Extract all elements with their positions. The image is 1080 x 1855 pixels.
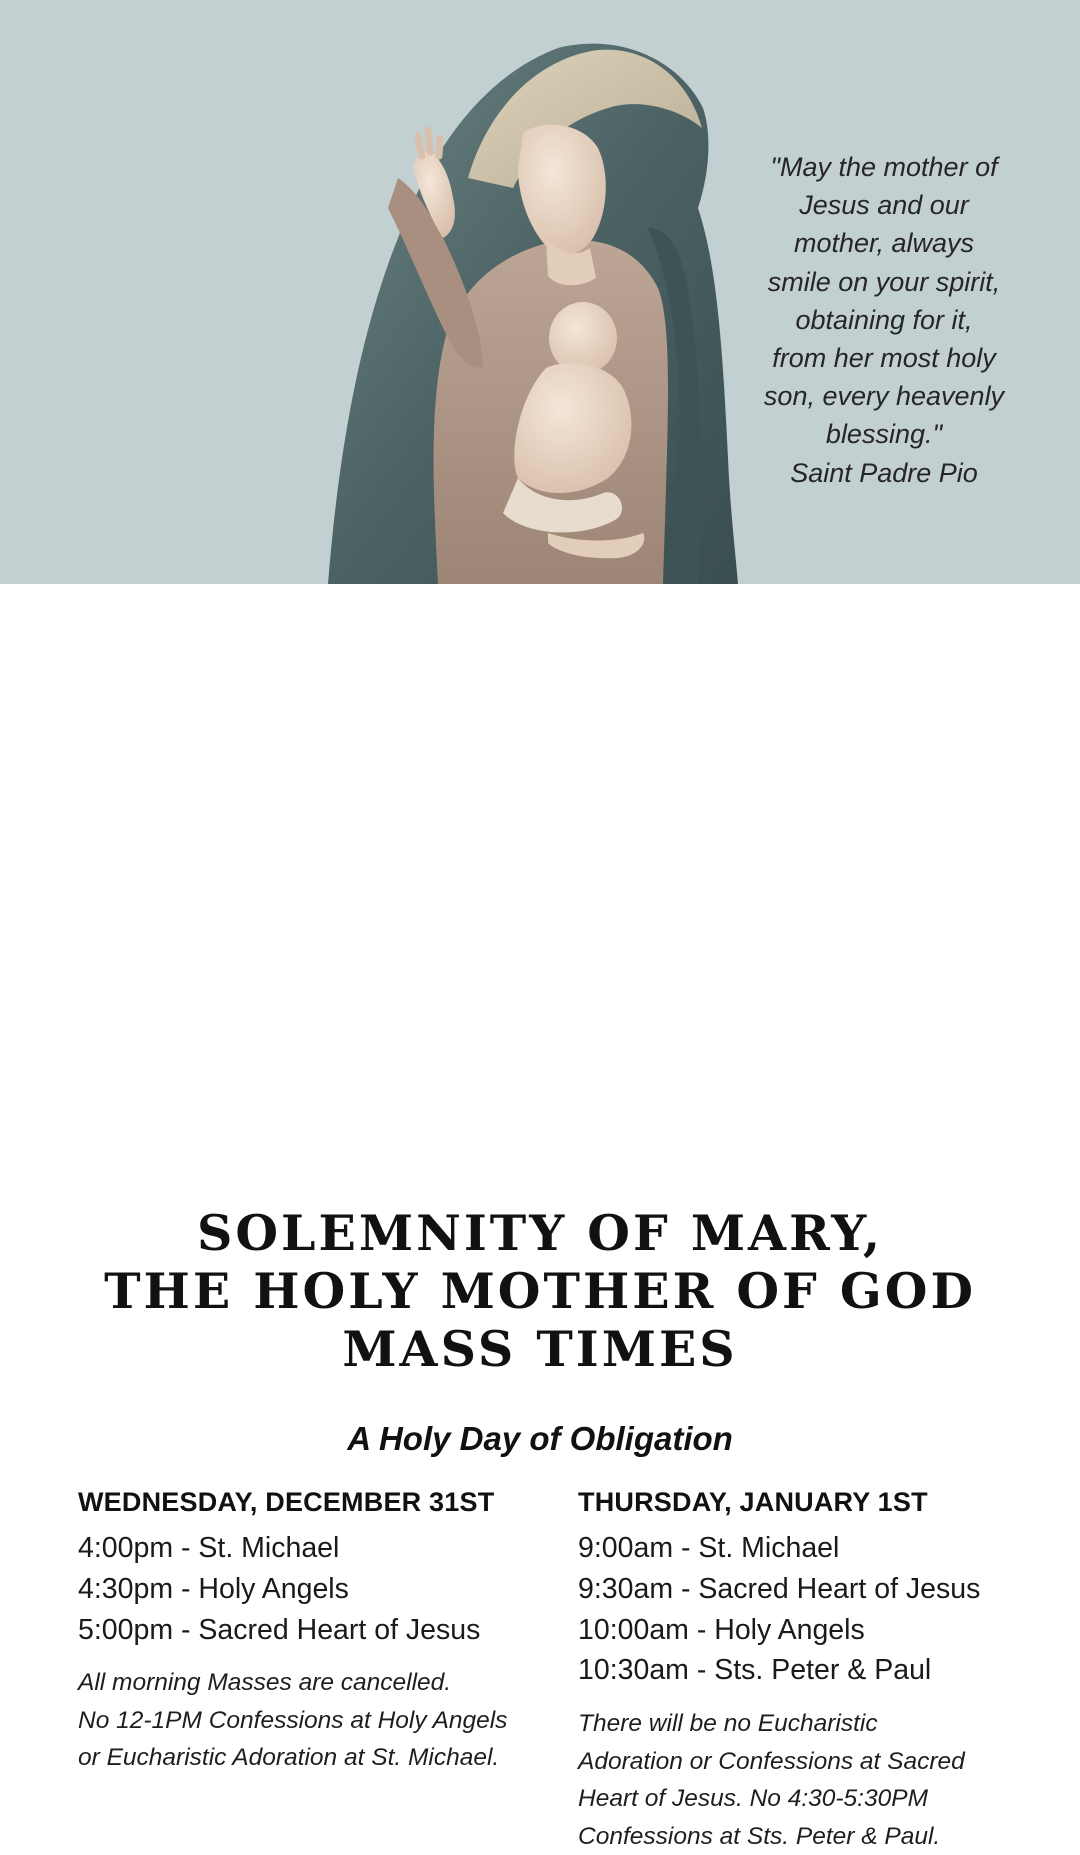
- mass-time-item: 4:00pm - St. Michael: [78, 1532, 340, 1564]
- mass-time-item: 4:30pm - Holy Angels: [78, 1572, 349, 1605]
- note-line: Adoration or Confessions at Sacred: [578, 1747, 965, 1775]
- quote-line: obtaining for it,: [795, 304, 973, 335]
- quote-line: blessing.": [825, 419, 943, 450]
- madonna-and-child-statue-image: [318, 38, 738, 584]
- mass-time-item: 9:30am - Sacred Heart of Jesus: [578, 1572, 981, 1605]
- title-line-2: THE HOLY MOTHER OF GOD: [104, 1262, 976, 1320]
- saint-quote: [748, 148, 1020, 492]
- mass-time-item: 9:00am - St. Michael: [578, 1532, 840, 1564]
- mass-time-item: 5:00pm - Sacred Heart of Jesus: [78, 1613, 481, 1646]
- subtitle: A Holy Day of Obligation: [347, 1420, 733, 1457]
- title-line-1: SOLEMNITY OF MARY,: [196, 1204, 884, 1262]
- wednesday-heading: WEDNESDAY, DECEMBER 31ST: [78, 1487, 495, 1517]
- thursday-schedule: [578, 1482, 1048, 1855]
- quote-line: son, every heavenly: [763, 381, 1005, 412]
- mass-time-item: 10:30am - Sts. Peter & Paul: [578, 1654, 932, 1687]
- quote-line: mother, always: [793, 228, 975, 259]
- quote-line: from her most holy: [772, 343, 996, 374]
- quote-line: smile on your spirit,: [767, 266, 1001, 297]
- quote-line: Jesus and our: [799, 190, 969, 221]
- note-line: No 12-1PM Confessions at Holy Angels: [78, 1706, 508, 1734]
- note-line: There will be no Eucharistic: [578, 1710, 878, 1738]
- thursday-note: [578, 1705, 1048, 1855]
- wednesday-schedule: [78, 1482, 548, 1777]
- quote-line: "May the mother of: [770, 152, 998, 182]
- hero-banner: [0, 0, 1080, 584]
- mass-time-item: 10:00am - Holy Angels: [578, 1613, 865, 1646]
- note-line: Heart of Jesus. No 4:30-5:30PM: [578, 1785, 928, 1813]
- note-line: All morning Masses are cancelled.: [78, 1669, 452, 1697]
- quote-author: Saint Padre Pio: [790, 457, 978, 488]
- note-line: or Eucharistic Adoration at St. Michael.: [78, 1744, 500, 1772]
- note-line: Confessions at Sts. Peter & Paul.: [578, 1822, 941, 1850]
- wednesday-note: [78, 1664, 548, 1777]
- title-line-3: MASS TIMES: [342, 1320, 738, 1378]
- page-title: [0, 1204, 1080, 1378]
- thursday-heading: THURSDAY, JANUARY 1ST: [578, 1487, 928, 1517]
